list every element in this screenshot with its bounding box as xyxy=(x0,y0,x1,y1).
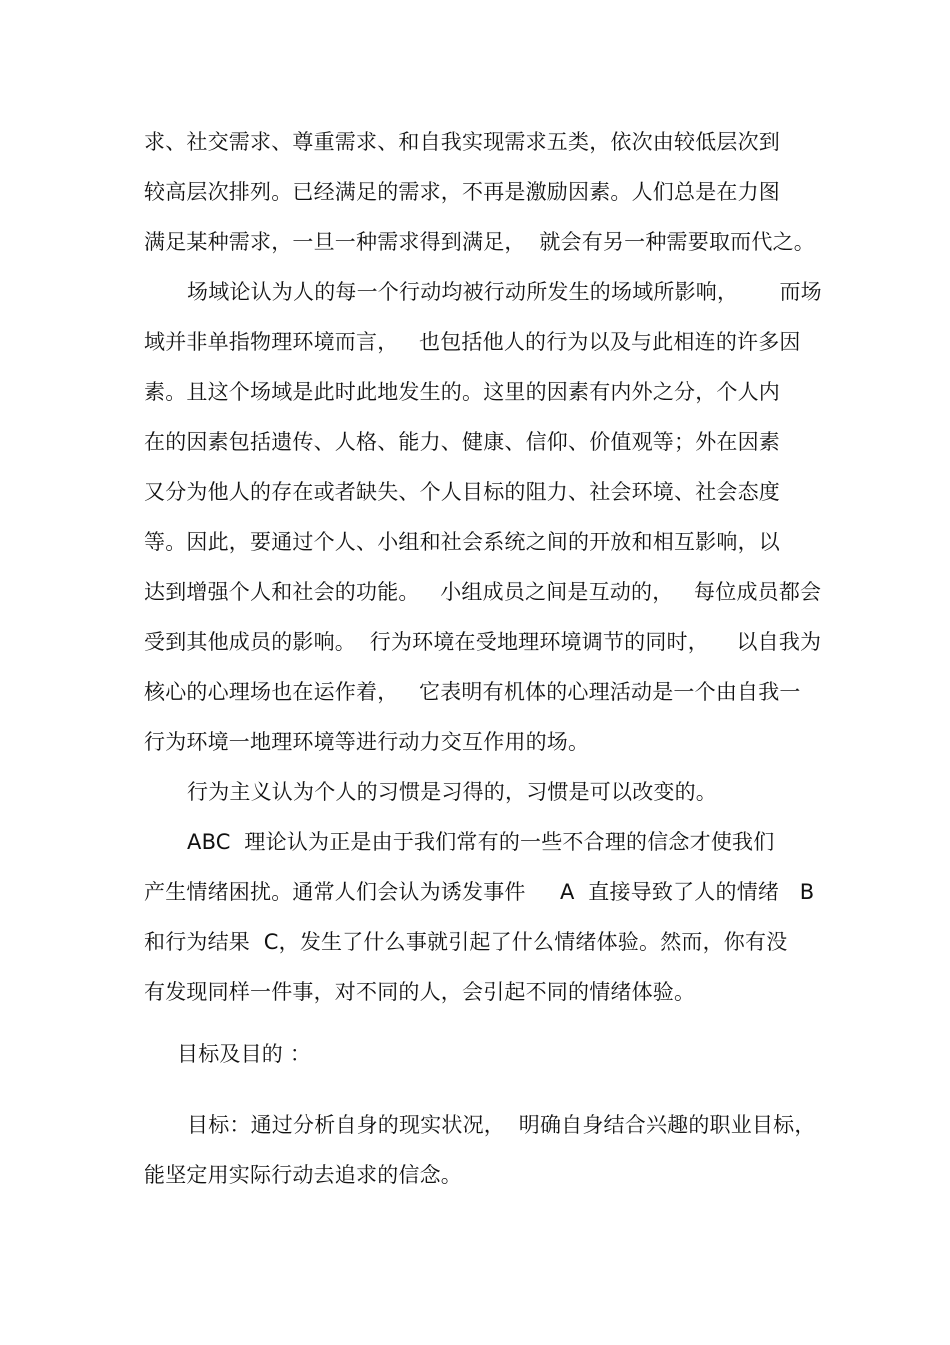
paragraph-line: 域并非单指物理环境而言， 也包括他人的行为以及与此相连的许多因 xyxy=(144,330,801,354)
paragraph-line: 有发现同样一件事，对不同的人，会引起不同的情绪体验。 xyxy=(144,980,696,1004)
paragraph-line: ABC 理论认为正是由于我们常有的一些不合理的信念才使我们 xyxy=(187,830,775,854)
paragraph-line: 核心的心理场也在运作着， 它表明有机体的心理活动是一个由自我一 xyxy=(144,680,801,704)
paragraph-line: 受到其他成员的影响。 行为环境在受地理环境调节的同时， 以自我为 xyxy=(144,630,822,654)
paragraph-line: 满足某种需求，一旦一种需求得到满足， 就会有另一种需要取而代之。 xyxy=(144,230,815,254)
paragraph-line: 产生情绪困扰。通常人们会认为诱发事件 A 直接导致了人的情绪 B xyxy=(144,880,815,904)
paragraph-line: 达到增强个人和社会的功能。 小组成员之间是互动的， 每位成员都会 xyxy=(144,580,822,604)
paragraph-line: 等。因此，要通过个人、小组和社会系统之间的开放和相互影响，以 xyxy=(144,530,780,554)
paragraph-line: 行为环境一地理环境等进行动力交互作用的场。 xyxy=(144,730,590,754)
paragraph-line: 能坚定用实际行动去追求的信念。 xyxy=(144,1163,462,1187)
paragraph-line: 在的因素包括遗传、人格、能力、健康、信仰、价值观等；外在因素 xyxy=(144,430,780,454)
section-heading: 目标及目的 ： xyxy=(177,1042,312,1066)
paragraph-line: 较高层次排列。已经满足的需求，不再是激励因素。人们总是在力图 xyxy=(144,180,780,204)
paragraph-line: 和行为结果 C，发生了什么事就引起了什么情绪体验。然而，你有没 xyxy=(144,930,788,954)
paragraph-line: 又分为他人的存在或者缺失、个人目标的阻力、社会环境、社会态度 xyxy=(144,480,780,504)
paragraph-line: 求、社交需求、尊重需求、和自我实现需求五类，依次由较低层次到 xyxy=(144,130,780,154)
paragraph-line: 场域论认为人的每一个行动均被行动所发生的场域所影响， 而场 xyxy=(187,280,822,304)
paragraph-line: 行为主义认为个人的习惯是习得的，习惯是可以改变的。 xyxy=(187,780,717,804)
paragraph-line: 目标：通过分析自身的现实状况， 明确自身结合兴趣的职业目标， xyxy=(187,1113,816,1137)
paragraph-line: 素。且这个场域是此时此地发生的。这里的因素有内外之分，个人内 xyxy=(144,380,780,404)
